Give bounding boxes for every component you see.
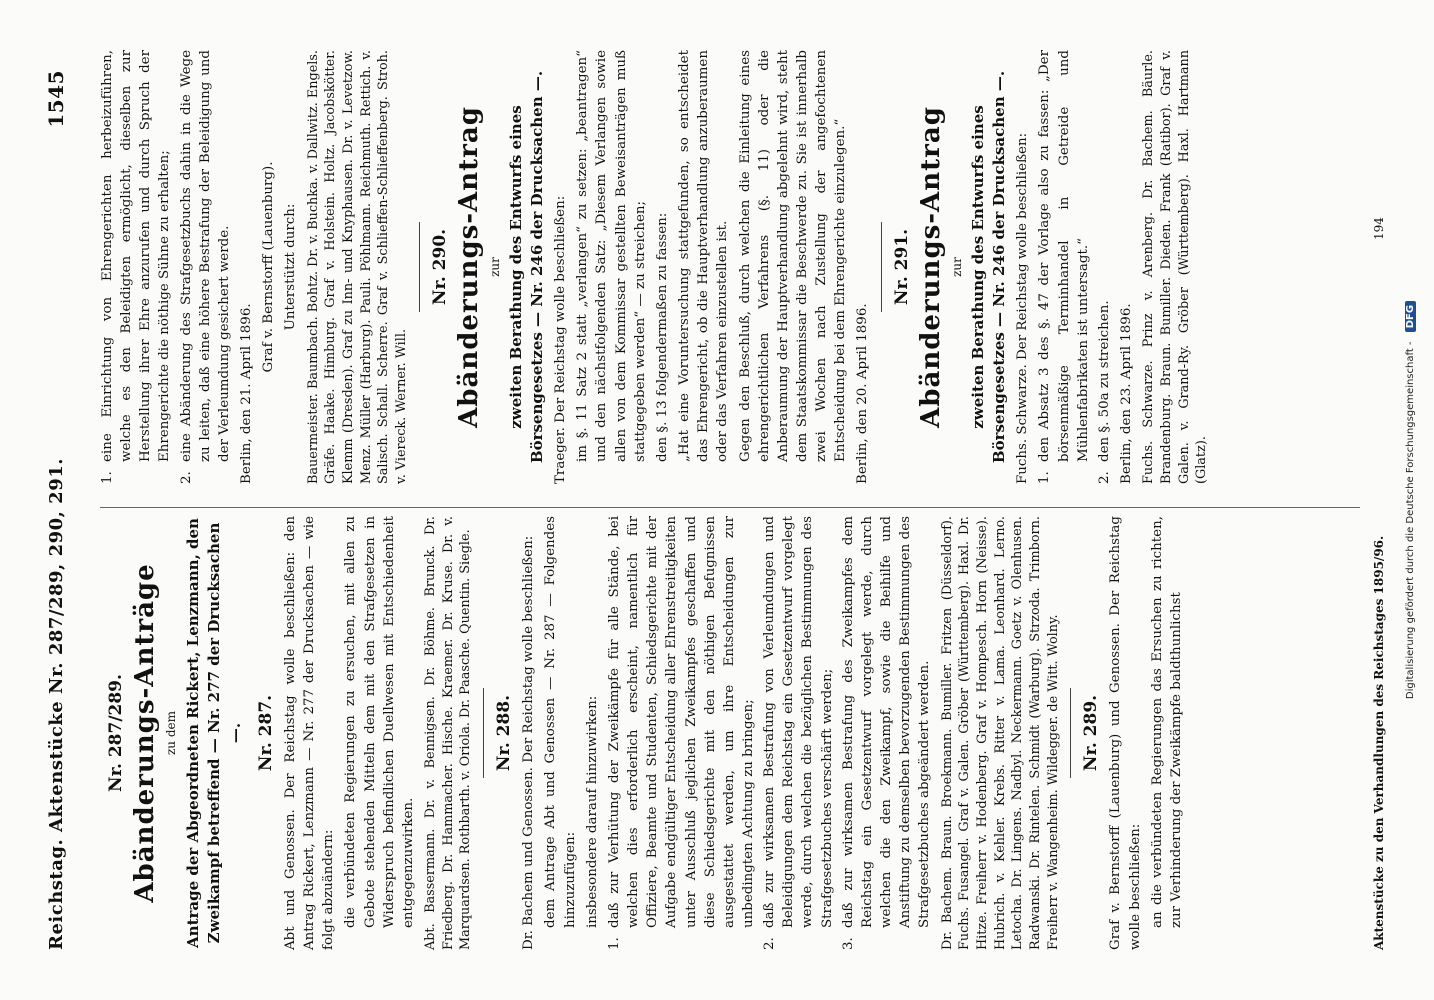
column-left bbox=[96, 516, 1189, 950]
motion-291-item-2: den §. 50a zu streichen. bbox=[1096, 300, 1112, 462]
motion-291-item-1: den Absatz 3 des §. 47 der Vorlage also zu fassen: „Der börsenmäßige Terminhandel in Getreide und Mühlenfabrikaten ist untersagt.“ bbox=[1037, 50, 1091, 462]
section-subtitle: Antrage der Abgeordneten Rickert, Lenzmann, den Zweikampf betreffend — Nr. 277 der Drucksachen —. bbox=[183, 518, 244, 948]
motion-290-p4: Gegen den Beschluß, durch welchen die Einleitung eines ehrengerichtlichen Verfahrens (§. 11) oder die Anberaumung der Hauptverhandlung abgelehnt wird, steht dem Staatskommissar die Beschwerde zu. Sie ist innerhalb zwei Wochen nach Zustellung der angefochtenen Entscheidung bei dem Ehrengerichte einzulegen.“ bbox=[737, 50, 849, 462]
motion-289-number: Nr. 289. bbox=[1081, 694, 1102, 772]
footer-page-number: 194 bbox=[1372, 217, 1386, 240]
motion-290-intro: Traeger. Der Reichstag wolle beschließen: bbox=[553, 195, 569, 484]
motion-288-indent-1: dem Antrage Abt und Genossen — Nr. 287 — Folgendes hinzuzufügen: bbox=[543, 516, 578, 928]
list-item: 2. eine Abänderung des Strafgesetzbuchs dahin in die Wege zu leiten, daß eine höhere Bestrafung der Beleidigung und der Verleumdung gesichert werde. bbox=[177, 50, 234, 484]
header-page-number: 1545 bbox=[44, 70, 68, 128]
motion-289-intro: Graf v. Bernstorff (Lauenburg) und Genossen. Der Reichstag wolle beschließen: bbox=[1108, 516, 1143, 950]
motion-289-signature: Graf v. Bernstorff (Lauenburg). bbox=[261, 161, 277, 373]
motion-288-item-1: daß zur Verhütung der Zweikämpfe für alle Stände, bei welchen dies erforderlich erscheint, namentlich für Offiziere, Beamte und Studenten, Schiedsgerichte mit der Aufgabe endgültiger Entscheidung aller Ehrenstreitigkeiten unter Ausschluß jeglichen Zweikampfes geschaffen und diese Schiedsgerichte mit den nöthigen Befugnissen ausgestattet werden, um ihre Entscheidungen zur unbedingten Achtung zu bringen; bbox=[606, 516, 757, 928]
motion-289-item-2: eine Abänderung des Strafgesetzbuchs dahin in die Wege zu leiten, daß eine höhere Bestrafung der Beleidigung und der Verleumdung gesichert werde. bbox=[178, 50, 232, 462]
motion-289-names: Bauermeister. Baumbach. Bohtz. Dr. v. Buchka. v. Dallwitz. Engels. Gräfe. Haake. Himburg. Graf v. Holstein. Holtz. Jacobskötter. Klemm (Dresden). Graf zu Inn- und Knyphausen. Dr. v. Levetzow. Menz. Müller (Harburg). Pauli. Pöhlmann. Reichmuth. Rettich. v. Salisch. Schall. Scherre. Graf v. Schlieffen-Schlieffenberg. Stroh. v. Viereck. Werner. Will. bbox=[305, 50, 409, 484]
supported-label: Unterstützt durch: bbox=[283, 203, 299, 331]
zur-label: zur bbox=[950, 257, 965, 277]
motion-290-date: Berlin, den 20. April 1896. bbox=[855, 303, 871, 484]
list-item: 3. daß zur wirksamen Bestrafung des Zweikampfes dem Reichstag ein Gesetzentwurf vorgelegt werde, durch welchen die den Zweikampf, sowie die Beihilfe und Anstiftung zu demselben bevorzugenden Bestimmungen des Strafgesetzbuches abgeändert werden. bbox=[839, 516, 935, 950]
dfg-logo: DFG bbox=[1405, 301, 1416, 332]
motion-287-body: die verbündeten Regierungen zu ersuchen, mit allen zu Gebote stehenden Mitteln dem mit den Strafgesetzen in Widerspruch befindlichen Duellwesen mit Entschiedenheit entgegenzuwirken. bbox=[343, 516, 416, 928]
digitization-note bbox=[1405, 40, 1416, 960]
list-item: 2. den §. 50a zu streichen. bbox=[1095, 50, 1114, 484]
zu-dem-label: zu dem bbox=[164, 710, 179, 756]
motion-289-date: Berlin, den 21. April 1896. bbox=[239, 303, 255, 484]
separator-rule bbox=[881, 222, 882, 312]
motion-287-names: Abt. Bassermann. Dr. v. Bennigsen. Dr. Böhme. Brunck. Dr. Friedberg. Dr. Hammacher. Hische. Kraemer. Dr. Kruse. Dr. v. Marquardsen. Rothbarth. v. Oriola. Dr. Paasche. Quentin. Siegle. bbox=[423, 516, 474, 950]
running-header bbox=[36, 70, 76, 950]
motion-288-intro: Dr. Bachem und Genossen. Der Reichstag wolle beschließen: bbox=[521, 535, 537, 950]
list-item: 1. den Absatz 3 des §. 47 der Vorlage also zu fassen: „Der börsenmäßige Terminhandel in Getreide und Mühlenfabrikaten ist untersagt.“ bbox=[1035, 50, 1092, 484]
motion-288-item-2: daß zur wirksamen Bestrafung von Verleumdungen und Beleidigungen dem Reichstag ein Gesetzentwurf vorgelegt werde, durch welchen die bezüglichen Bestimmungen des Strafgesetzbuches verschärft werden; bbox=[762, 516, 835, 928]
section-number: Nr. 287/289. bbox=[106, 674, 126, 792]
motion-291-number: Nr. 291. bbox=[891, 228, 912, 306]
list-item: 1. eine Einrichtung von Ehrengerichten herbeizuführen, welche es den Beleidigten ermöglicht, dieselben zur Herstellung ihrer Ehre anzurufen und durch Spruch der Ehrengerichte die nöthige Sühne zu erhalten; bbox=[98, 50, 175, 484]
motion-290-p1: im §. 11 Satz 2 statt „verlangen“ zu setzen: „beantragen“ und den nächstfolgenden Satz: „Diesem Verlangen sowie allen von dem Kommissar gestellten Beweisanträgen muß stattgegeben werden“ — zu streichen; bbox=[575, 50, 648, 462]
motion-288-names: Dr. Bachem. Braun. Broekmann. Bumiller. Fritzen (Düsseldorf). Fuchs. Fusangel. Graf v. Galen. Gröber (Württemberg). Haxl. Dr. Hitze. Freiherr v. Hodenberg. Graf v. Hompesch. Horn (Neisse). Hubrich. v. Kehler. Krebs. Ritter v. Lama. Leonhard. Lerno. Letocha. Dr. Lingens. Nadbyl. Neckermann. Goetz v. Olenhusen. Radwanski. Dr. Rintelen. Schmidt (Warburg). Strzoda. Trimborn. Freiherr v. Wangenheim. Wildegger. de Witt. Wolny. bbox=[939, 516, 1061, 950]
motion-291-intro: Fuchs. Schwarze. Der Reichstag wolle beschließen: bbox=[1015, 132, 1031, 484]
motion-290-p2: den §. 13 folgendermaßen zu fassen: bbox=[654, 212, 670, 462]
motion-290-number: Nr. 290. bbox=[429, 228, 450, 306]
list-item: 1. daß zur Verhütung der Zweikämpfe für alle Stände, bei welchen dies erforderlich erscheint, namentlich für Offiziere, Beamte und Studenten, Schiedsgerichte mit der Aufgabe endgültiger Entscheidung aller Ehrenstreitigkeiten unter Ausschluß jeglichen Zweikampfes geschaffen und diese Schiedsgerichte mit den nöthigen Befugnissen ausgestattet werden, um ihre Entscheidungen zur unbedingten Achtung zu bringen; bbox=[605, 516, 758, 950]
motion-291-subtitle: zweiten Berathung des Entwurfs eines Börsengesetzes — Nr. 246 der Drucksachen —. bbox=[969, 70, 1009, 464]
separator-rule bbox=[483, 688, 484, 778]
motion-287-number: Nr. 287. bbox=[255, 694, 276, 772]
motion-290-title: Abänderungs-Antrag bbox=[453, 106, 484, 428]
digitization-text: Digitalisierung gefördert durch die Deutsche Forschungsgemeinschaft - bbox=[1405, 341, 1416, 700]
column-divider bbox=[100, 507, 1360, 508]
motion-290-p3: „Hat eine Voruntersuchung stattgefunden, so entscheidet das Ehrengericht, ob die Hauptverhandlung anzuberaumen oder das Verfahren einzustellen ist. bbox=[677, 50, 731, 462]
motion-291-names: Fuchs. Schwarze. Prinz v. Arenberg. Dr. Bachem. Bäurle. Brandenburg. Braun. Bumiller. Dieden. Frank (Ratibor). Graf v. Galen. v. Grand-Ry. Gröber (Württemberg). Haxl. Hartmann (Glatz). bbox=[1141, 50, 1210, 484]
motion-288-number: Nr. 288. bbox=[494, 694, 514, 772]
separator-rule bbox=[1070, 688, 1071, 778]
motion-289-item-1: eine Einrichtung von Ehrengerichten herbeizuführen, welche es den Beleidigten ermöglicht, dieselben zur Herstellung ihrer Ehre anzurufen und durch Spruch der Ehrengerichte die nöthige Sühne zu erhalten; bbox=[100, 50, 173, 462]
motion-290-subtitle: zweiten Berathung des Entwurfs eines Börsengesetzes — Nr. 246 der Drucksachen —. bbox=[507, 70, 547, 464]
motion-287-intro: Abt und Genossen. Der Reichstag wolle beschließen: den Antrag Rickert, Lenzmann — Nr. 277 der Drucksachen — wie folgt abzuändern: bbox=[282, 516, 337, 950]
motion-291-title: Abänderungs-Antrag bbox=[915, 106, 946, 428]
motion-288-indent-2: insbesondere darauf hinzuwirken: bbox=[584, 695, 600, 928]
section-title: Abänderungs-Anträge bbox=[130, 563, 161, 903]
header-title: Reichstag. Aktenstücke Nr. 287/289, 290, 291. bbox=[45, 457, 67, 950]
motion-288-item-3: daß zur wirksamen Bestrafung des Zweikampfes dem Reichstag ein Gesetzentwurf vorgelegt werde, durch welchen die den Zweikampf, sowie die Beihilfe und Anstiftung zu demselben bevorzugenden Bestimmungen des Strafgesetzbuches abgeändert werden. bbox=[840, 516, 933, 928]
column-right bbox=[96, 50, 1215, 484]
motion-289-body: an die verbündeten Regierungen das Ersuchen zu richten, zur Verhinderung der Zweikämpfe baldthunlichst bbox=[1149, 516, 1184, 928]
zur-label: zur bbox=[487, 257, 502, 277]
motion-291-date: Berlin, den 23. April 1896. bbox=[1119, 303, 1135, 484]
footer-title: Aktenstücke zu den Verhandlungen des Reichstages 1895/96. bbox=[1372, 535, 1386, 950]
separator-rule bbox=[419, 222, 420, 312]
list-item: 2. daß zur wirksamen Bestrafung von Verleumdungen und Beleidigungen dem Reichstag ein Gesetzentwurf vorgelegt werde, durch welchen die bezüglichen Bestimmungen des Strafgesetzbuches verschärft werden; bbox=[760, 516, 837, 950]
